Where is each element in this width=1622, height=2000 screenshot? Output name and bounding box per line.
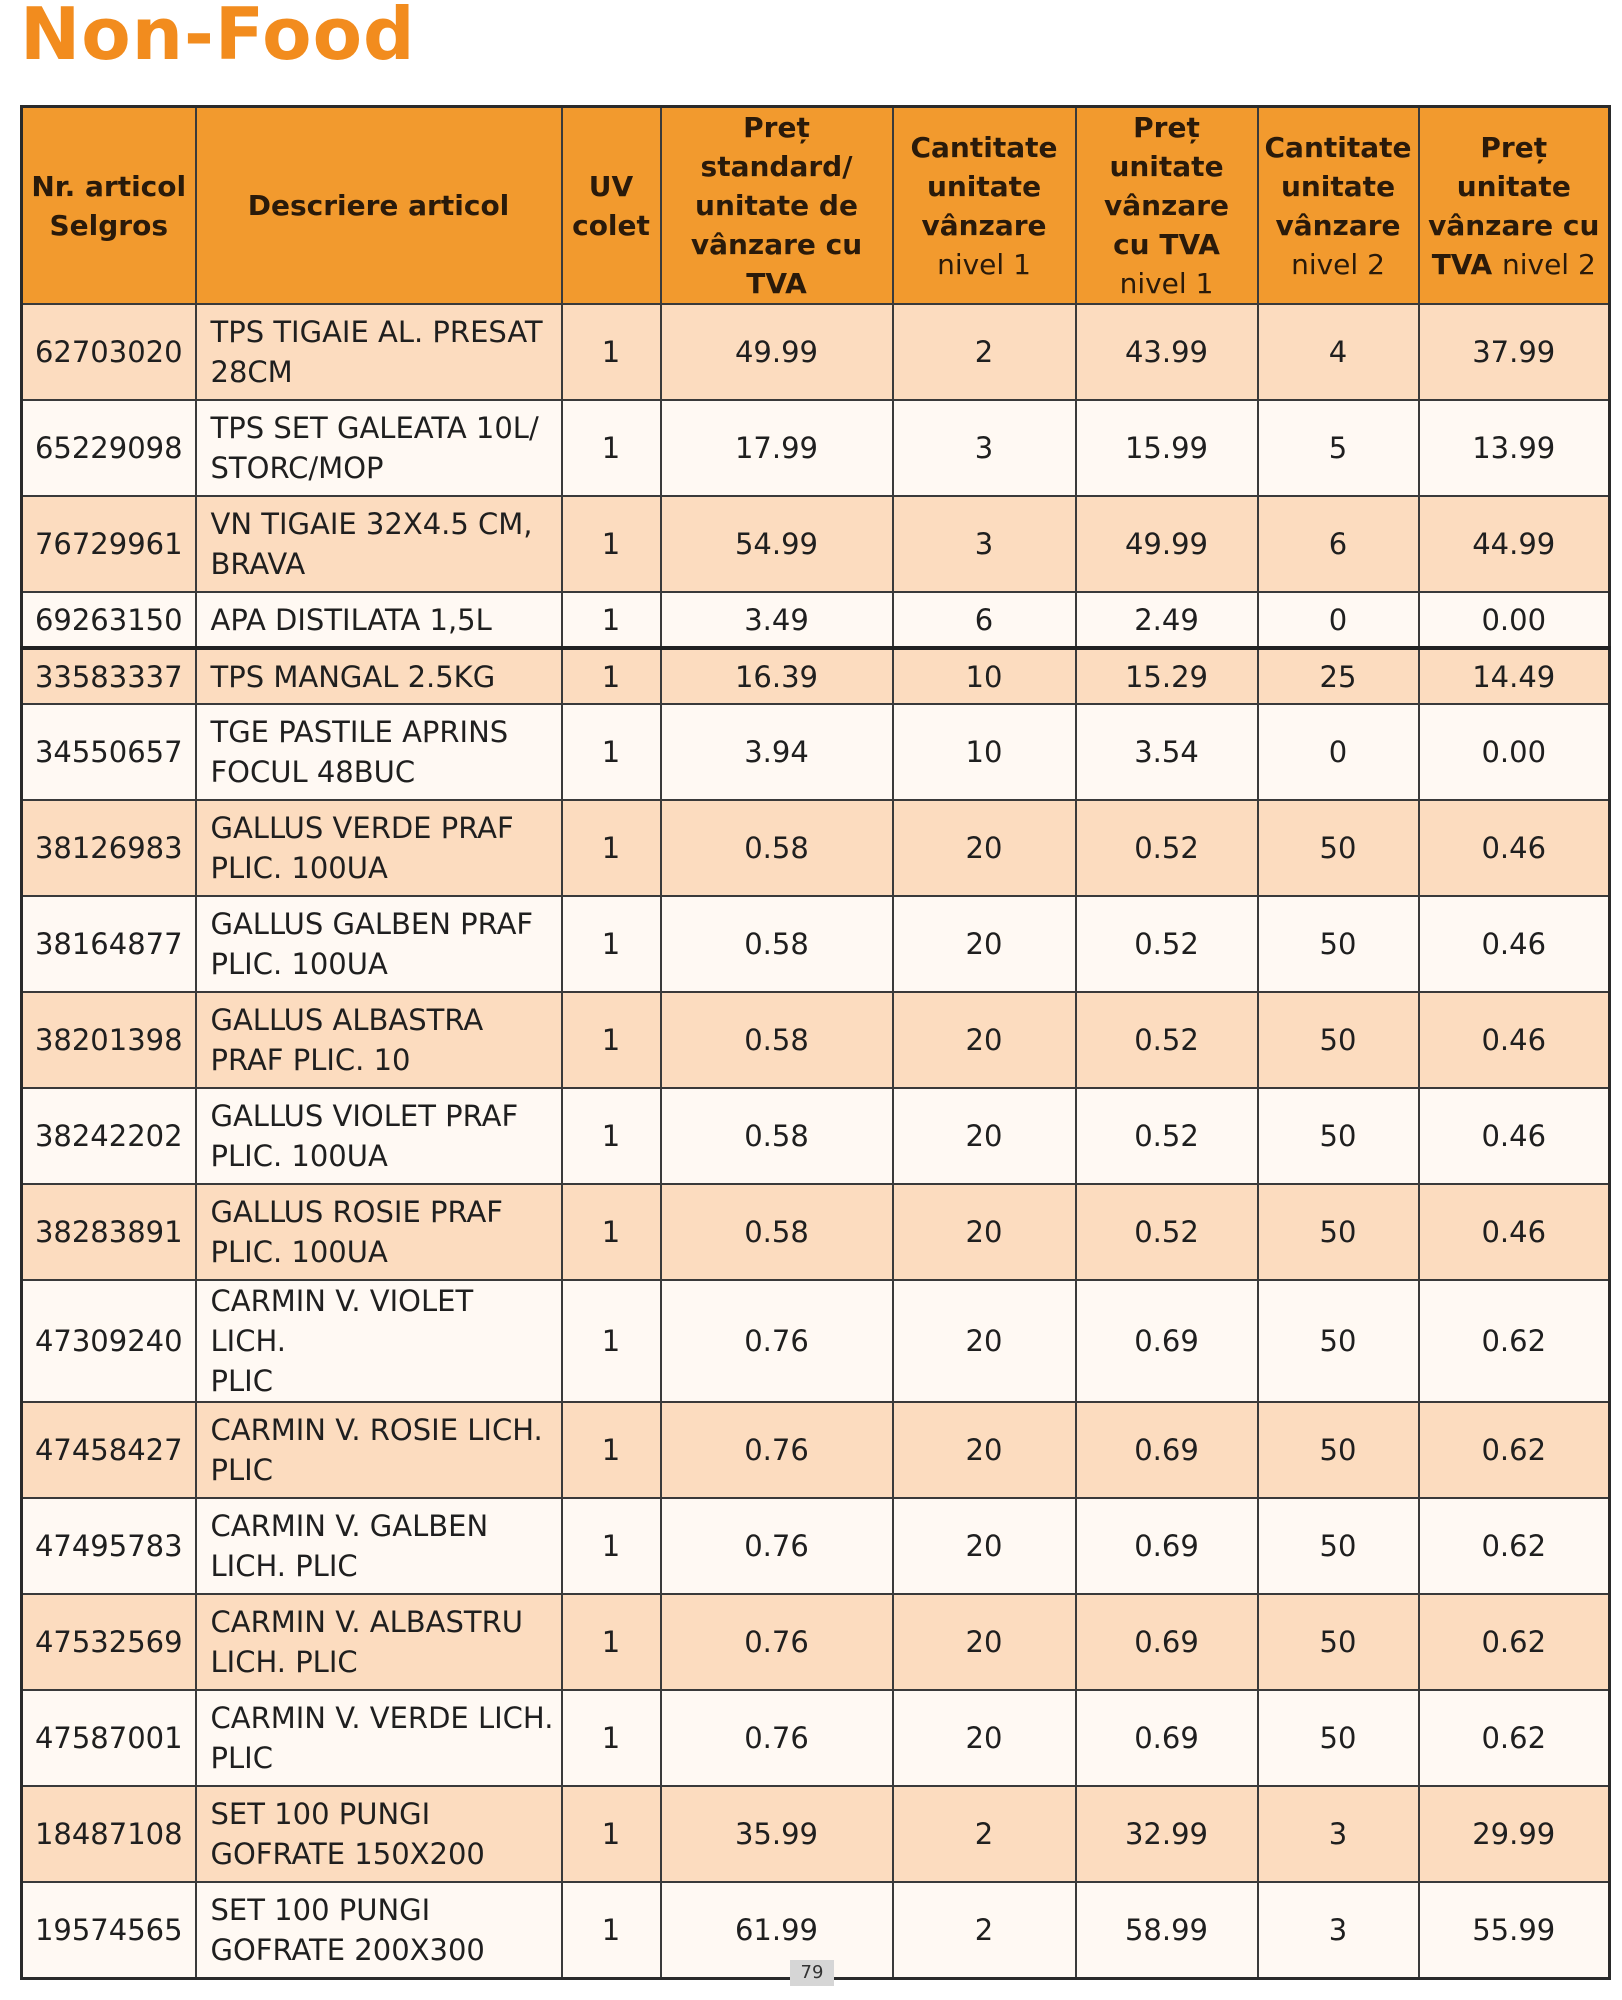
- cell-cantitate-nivel2: 50: [1258, 800, 1419, 896]
- cell-cantitate-nivel2: 50: [1258, 1402, 1419, 1498]
- cell-nr-articol: 69263150: [22, 592, 196, 648]
- cell-uv-colet: 1: [562, 304, 661, 400]
- cell-pret-standard: 54.99: [661, 496, 893, 592]
- cell-cantitate-nivel1: 20: [893, 800, 1076, 896]
- cell-cantitate-nivel2: 0: [1258, 704, 1419, 800]
- cell-uv-colet: 1: [562, 1498, 661, 1594]
- header-pret-standard: [661, 107, 893, 305]
- cell-uv-colet: 1: [562, 592, 661, 648]
- desc-line-1: CARMIN V. GALBEN: [210, 1509, 489, 1543]
- cell-nr-articol: 38242202: [22, 1088, 196, 1184]
- table-row: [22, 992, 1610, 1088]
- cell-pret-nivel1: 15.99: [1076, 400, 1258, 496]
- cell-pret-standard: 35.99: [661, 1786, 893, 1882]
- desc-line-1: SET 100 PUNGI: [210, 1797, 431, 1831]
- page-number: 79: [790, 1960, 834, 1986]
- cell-pret-nivel1: 0.69: [1076, 1690, 1258, 1786]
- desc-line-2: PLIC: [210, 1453, 273, 1487]
- desc-line-2: FOCUL 48BUC: [210, 755, 416, 789]
- cell-pret-nivel2: 0.46: [1419, 1184, 1610, 1280]
- cell-uv-colet: 1: [562, 400, 661, 496]
- cell-cantitate-nivel1: 20: [893, 1088, 1076, 1184]
- cell-pret-standard: 0.58: [661, 992, 893, 1088]
- cell-cantitate-nivel1: 20: [893, 1498, 1076, 1594]
- desc-line-1: GALLUS ROSIE PRAF: [210, 1195, 503, 1229]
- cell-pret-nivel1: 0.52: [1076, 896, 1258, 992]
- cell-cantitate-nivel1: 10: [893, 648, 1076, 704]
- cell-pret-standard: 49.99: [661, 304, 893, 400]
- cell-cantitate-nivel1: 20: [893, 1594, 1076, 1690]
- cell-pret-nivel1: 0.69: [1076, 1280, 1258, 1402]
- table-row: [22, 896, 1610, 992]
- cell-pret-nivel1: 0.52: [1076, 1088, 1258, 1184]
- desc-line-2: BRAVA: [210, 547, 306, 581]
- cell-pret-standard: 0.76: [661, 1280, 893, 1402]
- desc-line-2: PLIC. 100UA: [210, 851, 388, 885]
- table-row: [22, 1402, 1610, 1498]
- cell-pret-standard: 0.58: [661, 896, 893, 992]
- cell-pret-nivel2: 0.46: [1419, 896, 1610, 992]
- table-row: [22, 1184, 1610, 1280]
- desc-line-1: TPS TIGAIE AL. PRESAT: [210, 315, 543, 349]
- cell-pret-nivel2: 0.62: [1419, 1280, 1610, 1402]
- header-cantitate-nivel1-sub: nivel 1: [937, 247, 1031, 281]
- cell-cantitate-nivel2: 0: [1258, 592, 1419, 648]
- cell-cantitate-nivel2: 50: [1258, 1498, 1419, 1594]
- header-descriere-label: Descriere articol: [247, 189, 510, 222]
- cell-pret-standard: 0.76: [661, 1402, 893, 1498]
- cell-cantitate-nivel1: 6: [893, 592, 1076, 648]
- table-row: [22, 400, 1610, 496]
- header-pret-nivel2: [1419, 107, 1610, 305]
- header-nr-articol-label: Nr. articol Selgros: [31, 169, 187, 242]
- table-row: [22, 800, 1610, 896]
- header-cantitate-nivel2-sub: nivel 2: [1291, 247, 1385, 281]
- header-cantitate-nivel2-label: Cantitate unitate vânzare: [1264, 130, 1412, 242]
- cell-pret-nivel2: 0.00: [1419, 592, 1610, 648]
- cell-pret-standard: 61.99: [661, 1882, 893, 1979]
- cell-pret-nivel1: 58.99: [1076, 1882, 1258, 1979]
- cell-pret-standard: 0.76: [661, 1690, 893, 1786]
- header-pret-nivel1-label: Preț unitate vânzare cu TVA: [1103, 111, 1230, 261]
- cell-pret-nivel2: 0.62: [1419, 1594, 1610, 1690]
- cell-cantitate-nivel1: 3: [893, 400, 1076, 496]
- cell-nr-articol: 19574565: [22, 1882, 196, 1979]
- cell-descriere: [196, 1402, 562, 1498]
- cell-nr-articol: 47495783: [22, 1498, 196, 1594]
- cell-pret-standard: 0.76: [661, 1594, 893, 1690]
- cell-descriere: [196, 304, 562, 400]
- desc-line-2: PLIC. 100UA: [210, 1139, 388, 1173]
- cell-pret-nivel2: 14.49: [1419, 648, 1610, 704]
- header-descriere: [196, 107, 562, 305]
- desc-line-1: TGE PASTILE APRINS: [210, 715, 509, 749]
- cell-cantitate-nivel2: 5: [1258, 400, 1419, 496]
- price-table: [20, 105, 1611, 1980]
- cell-nr-articol: 38164877: [22, 896, 196, 992]
- desc-line-2: PLIC: [210, 1364, 273, 1398]
- cell-descriere: [196, 704, 562, 800]
- cell-cantitate-nivel1: 2: [893, 1882, 1076, 1979]
- page-title: Non-Food: [20, 0, 416, 76]
- cell-uv-colet: 1: [562, 1184, 661, 1280]
- cell-descriere: [196, 800, 562, 896]
- cell-cantitate-nivel1: 2: [893, 304, 1076, 400]
- table-row: [22, 1786, 1610, 1882]
- cell-pret-nivel2: 0.46: [1419, 800, 1610, 896]
- cell-descriere: [196, 1498, 562, 1594]
- cell-pret-nivel2: 44.99: [1419, 496, 1610, 592]
- header-nr-articol: [22, 107, 196, 305]
- cell-nr-articol: 38201398: [22, 992, 196, 1088]
- cell-cantitate-nivel1: 3: [893, 496, 1076, 592]
- table-row: [22, 1594, 1610, 1690]
- desc-line-2: PLIC. 100UA: [210, 1235, 388, 1269]
- table-row: [22, 648, 1610, 704]
- desc-line-2: GOFRATE 150X200: [210, 1837, 485, 1871]
- cell-nr-articol: 47587001: [22, 1690, 196, 1786]
- desc-line-1: TPS SET GALEATA 10L/: [210, 411, 539, 445]
- cell-pret-standard: 0.58: [661, 1184, 893, 1280]
- cell-descriere: [196, 592, 562, 648]
- cell-descriere: [196, 1786, 562, 1882]
- desc-line-2: LICH. PLIC: [210, 1645, 358, 1679]
- desc-line-2: STORC/MOP: [210, 451, 384, 485]
- cell-descriere: [196, 1088, 562, 1184]
- table-row: [22, 1690, 1610, 1786]
- cell-pret-nivel2: 13.99: [1419, 400, 1610, 496]
- desc-line-1: VN TIGAIE 32X4.5 CM,: [210, 507, 533, 541]
- table-row: [22, 1280, 1610, 1402]
- cell-cantitate-nivel2: 4: [1258, 304, 1419, 400]
- cell-pret-nivel1: 0.52: [1076, 800, 1258, 896]
- cell-uv-colet: 1: [562, 1280, 661, 1402]
- cell-pret-nivel2: 0.46: [1419, 1088, 1610, 1184]
- cell-pret-nivel1: 0.69: [1076, 1402, 1258, 1498]
- table-header-row: [22, 107, 1610, 305]
- cell-cantitate-nivel1: 20: [893, 1280, 1076, 1402]
- cell-uv-colet: 1: [562, 1402, 661, 1498]
- header-pret-nivel2-sub: nivel 2: [1501, 247, 1596, 281]
- header-pret-standard-label: Preț standard/ unitate de vânzare cu TVA: [690, 111, 863, 300]
- cell-uv-colet: 1: [562, 800, 661, 896]
- table-row: [22, 496, 1610, 592]
- cell-pret-nivel2: 0.00: [1419, 704, 1610, 800]
- cell-descriere: [196, 1184, 562, 1280]
- cell-pret-nivel1: 0.52: [1076, 1184, 1258, 1280]
- cell-pret-nivel2: 29.99: [1419, 1786, 1610, 1882]
- cell-pret-standard: 17.99: [661, 400, 893, 496]
- desc-line-1: GALLUS VERDE PRAF: [210, 811, 514, 845]
- header-pret-nivel2-label: Preț unitate vânzare cu TVA: [1428, 130, 1600, 281]
- cell-pret-nivel1: 2.49: [1076, 592, 1258, 648]
- cell-pret-nivel2: 0.62: [1419, 1402, 1610, 1498]
- cell-cantitate-nivel2: 50: [1258, 1594, 1419, 1690]
- cell-pret-nivel1: 43.99: [1076, 304, 1258, 400]
- cell-pret-nivel1: 3.54: [1076, 704, 1258, 800]
- cell-pret-nivel1: 0.69: [1076, 1498, 1258, 1594]
- table-row: [22, 1088, 1610, 1184]
- cell-pret-nivel1: 15.29: [1076, 648, 1258, 704]
- table-row: [22, 304, 1610, 400]
- desc-line-1: CARMIN V. VIOLET LICH.: [210, 1284, 474, 1358]
- cell-pret-nivel1: 0.52: [1076, 992, 1258, 1088]
- cell-pret-nivel2: 0.62: [1419, 1498, 1610, 1594]
- cell-pret-standard: 16.39: [661, 648, 893, 704]
- cell-descriere: [196, 1280, 562, 1402]
- cell-cantitate-nivel2: 50: [1258, 1088, 1419, 1184]
- cell-pret-standard: 0.58: [661, 1088, 893, 1184]
- cell-uv-colet: 1: [562, 704, 661, 800]
- desc-line-2: 28CM: [210, 355, 293, 389]
- cell-pret-standard: 0.76: [661, 1498, 893, 1594]
- cell-descriere: [196, 992, 562, 1088]
- header-cantitate-nivel1-label: Cantitate unitate vânzare: [910, 130, 1058, 242]
- cell-descriere: [196, 496, 562, 592]
- cell-cantitate-nivel2: 50: [1258, 896, 1419, 992]
- cell-pret-nivel1: 49.99: [1076, 496, 1258, 592]
- cell-uv-colet: 1: [562, 896, 661, 992]
- cell-cantitate-nivel2: 3: [1258, 1882, 1419, 1979]
- table-row: [22, 704, 1610, 800]
- header-pret-nivel1-sub: nivel 1: [1119, 267, 1214, 300]
- desc-line-1: GALLUS VIOLET PRAF: [210, 1099, 519, 1133]
- cell-nr-articol: 47458427: [22, 1402, 196, 1498]
- header-cantitate-nivel1: [893, 107, 1076, 305]
- cell-uv-colet: 1: [562, 1594, 661, 1690]
- cell-cantitate-nivel2: 50: [1258, 1690, 1419, 1786]
- cell-cantitate-nivel1: 20: [893, 1402, 1076, 1498]
- desc-line-2: PRAF PLIC. 10: [210, 1043, 411, 1077]
- cell-nr-articol: 76729961: [22, 496, 196, 592]
- cell-nr-articol: 38126983: [22, 800, 196, 896]
- cell-pret-standard: 3.49: [661, 592, 893, 648]
- cell-uv-colet: 1: [562, 648, 661, 704]
- header-uv-colet: [562, 107, 661, 305]
- cell-uv-colet: 1: [562, 496, 661, 592]
- cell-nr-articol: 38283891: [22, 1184, 196, 1280]
- cell-descriere: [196, 648, 562, 704]
- cell-nr-articol: 65229098: [22, 400, 196, 496]
- cell-uv-colet: 1: [562, 1690, 661, 1786]
- desc-line-1: CARMIN V. VERDE LICH.: [210, 1701, 554, 1735]
- cell-descriere: [196, 1690, 562, 1786]
- cell-cantitate-nivel2: 3: [1258, 1786, 1419, 1882]
- desc-line-1: GALLUS GALBEN PRAF: [210, 907, 534, 941]
- cell-nr-articol: 47532569: [22, 1594, 196, 1690]
- cell-cantitate-nivel1: 20: [893, 1184, 1076, 1280]
- cell-cantitate-nivel2: 25: [1258, 648, 1419, 704]
- cell-descriere: [196, 400, 562, 496]
- cell-cantitate-nivel2: 50: [1258, 1280, 1419, 1402]
- cell-nr-articol: 62703020: [22, 304, 196, 400]
- cell-cantitate-nivel2: 50: [1258, 992, 1419, 1088]
- table-row: [22, 592, 1610, 648]
- cell-descriere: [196, 896, 562, 992]
- cell-pret-nivel1: 0.69: [1076, 1594, 1258, 1690]
- cell-pret-standard: 3.94: [661, 704, 893, 800]
- cell-pret-standard: 0.58: [661, 800, 893, 896]
- desc-line-1: CARMIN V. ALBASTRU: [210, 1605, 523, 1639]
- cell-cantitate-nivel2: 50: [1258, 1184, 1419, 1280]
- cell-cantitate-nivel2: 6: [1258, 496, 1419, 592]
- header-pret-nivel1: [1076, 107, 1258, 305]
- desc-line-1: TPS MANGAL 2.5KG: [210, 659, 496, 694]
- cell-nr-articol: 18487108: [22, 1786, 196, 1882]
- cell-pret-nivel2: 55.99: [1419, 1882, 1610, 1979]
- desc-line-2: GOFRATE 200X300: [210, 1933, 485, 1967]
- cell-descriere: [196, 1594, 562, 1690]
- cell-nr-articol: 34550657: [22, 704, 196, 800]
- desc-line-1: APA DISTILATA 1,5L: [210, 602, 492, 637]
- cell-descriere: [196, 1882, 562, 1979]
- cell-cantitate-nivel1: 20: [893, 1690, 1076, 1786]
- desc-line-1: SET 100 PUNGI: [210, 1893, 431, 1927]
- header-cantitate-nivel2: [1258, 107, 1419, 305]
- cell-cantitate-nivel1: 10: [893, 704, 1076, 800]
- cell-uv-colet: 1: [562, 1882, 661, 1979]
- cell-cantitate-nivel1: 20: [893, 896, 1076, 992]
- desc-line-1: CARMIN V. ROSIE LICH.: [210, 1413, 543, 1447]
- cell-cantitate-nivel1: 20: [893, 992, 1076, 1088]
- cell-pret-nivel2: 0.62: [1419, 1690, 1610, 1786]
- header-uv-colet-label: UV colet: [572, 169, 650, 242]
- cell-uv-colet: 1: [562, 1786, 661, 1882]
- desc-line-2: PLIC: [210, 1741, 273, 1775]
- cell-uv-colet: 1: [562, 992, 661, 1088]
- table-row: [22, 1498, 1610, 1594]
- cell-nr-articol: 47309240: [22, 1280, 196, 1402]
- cell-pret-nivel2: 0.46: [1419, 992, 1610, 1088]
- cell-pret-nivel2: 37.99: [1419, 304, 1610, 400]
- desc-line-2: LICH. PLIC: [210, 1549, 358, 1583]
- cell-cantitate-nivel1: 2: [893, 1786, 1076, 1882]
- cell-pret-nivel1: 32.99: [1076, 1786, 1258, 1882]
- desc-line-1: GALLUS ALBASTRA: [210, 1003, 484, 1037]
- desc-line-2: PLIC. 100UA: [210, 947, 388, 981]
- cell-uv-colet: 1: [562, 1088, 661, 1184]
- cell-nr-articol: 33583337: [22, 648, 196, 704]
